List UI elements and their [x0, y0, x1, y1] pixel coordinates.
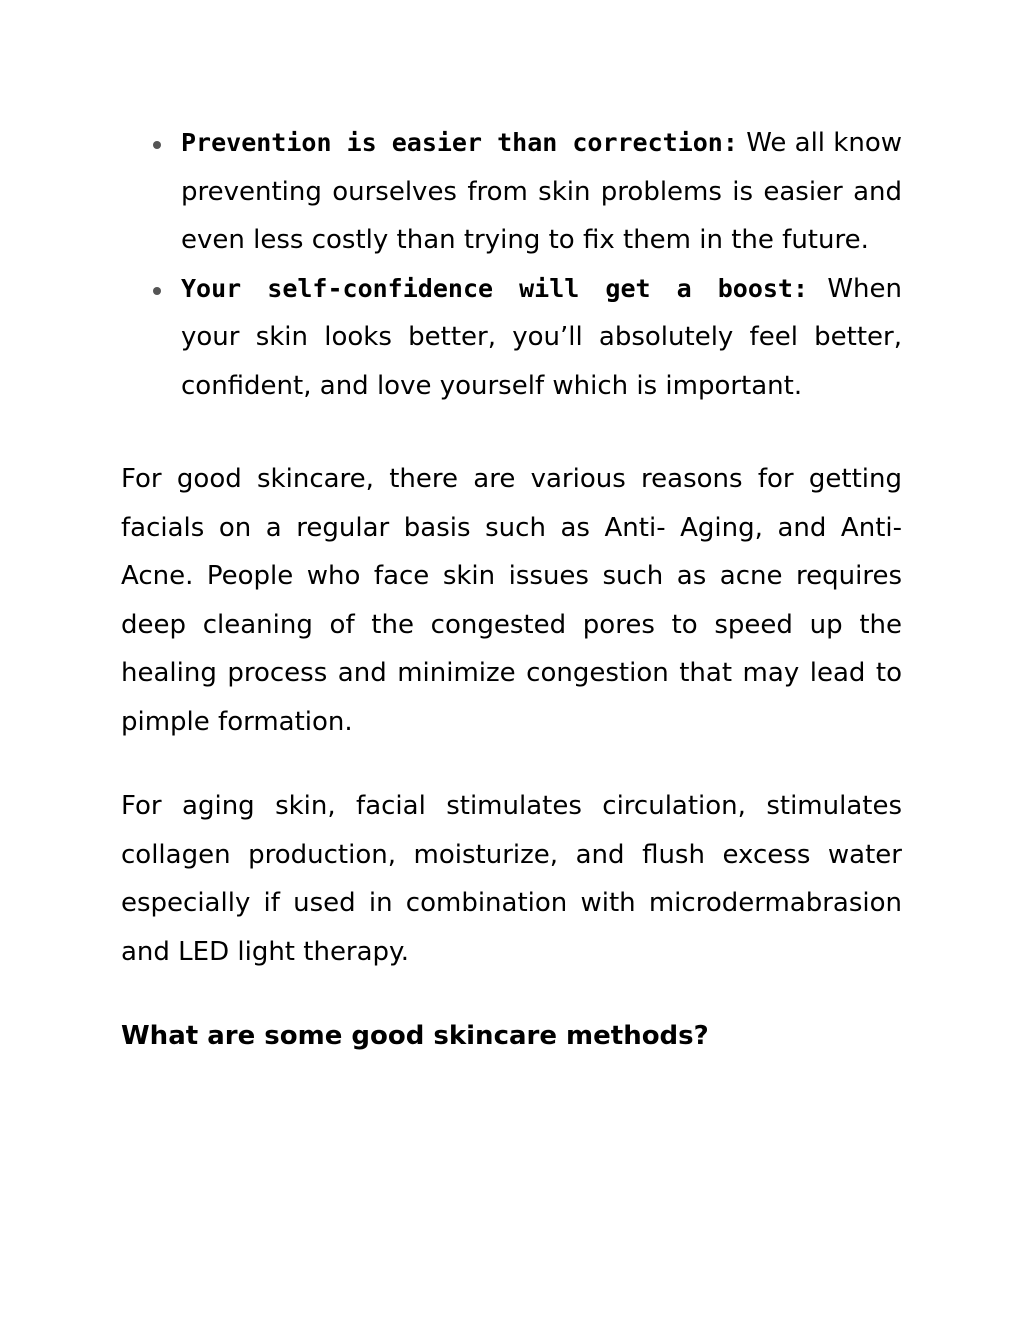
- bullet-icon: [153, 141, 161, 149]
- paragraph-aging-skin: For aging skin, facial stimulates circulation, stimulates collagen production, moisturize, and flush excess water especially if used in combination with microdermabrasion and LED light therapy.: [121, 791, 902, 967]
- bullet-text: When your skin looks better, you’ll absolutely feel better, confident, and love yourself which is important.: [181, 273, 902, 401]
- paragraph-facial-reasons: For good skincare, there are various reasons for getting facials on a regular basis such as Anti- Aging, and Anti-Acne. People who face skin issues such as acne requires deep cleaning of the congested pores to speed up the healing process and minimize congestion that may lead to pimple formation.: [121, 464, 902, 737]
- bullet-title: Your self-confidence will get a boost:: [181, 273, 809, 303]
- benefits-list: [121, 119, 902, 410]
- bullet-icon: [153, 287, 161, 295]
- section-heading: What are some good skincare methods?: [121, 1021, 709, 1051]
- list-item: [121, 265, 902, 411]
- document-page: [121, 119, 902, 1061]
- list-item: [121, 119, 902, 265]
- bullet-text: We all know preventing ourselves from skin problems is easier and even less costly than trying to fix them in the future.: [181, 128, 902, 255]
- bullet-title: Prevention is easier than correction:: [181, 128, 738, 157]
